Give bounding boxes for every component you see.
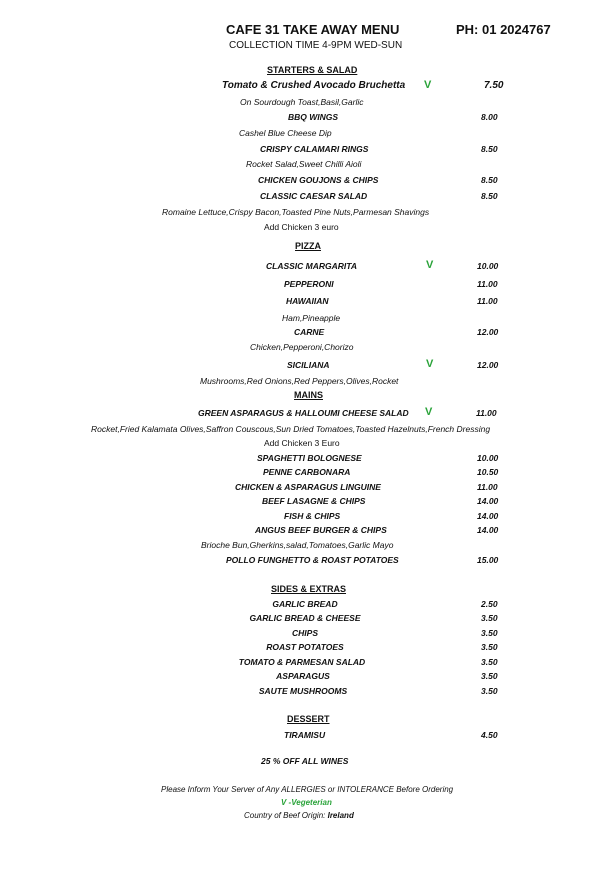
item-price: 8.00	[481, 112, 498, 122]
item-price: 8.50	[481, 175, 498, 185]
section-heading-mains: MAINS	[294, 390, 323, 400]
vegetarian-marker: V	[424, 79, 432, 91]
item-name: CHICKEN GOUJONS & CHIPS	[258, 175, 379, 185]
item-name: HAWAIIAN	[286, 296, 329, 306]
item-name: CHICKEN & ASPARAGUS LINGUINE	[235, 482, 381, 492]
item-name: TIRAMISU	[284, 730, 326, 740]
item-description: Mushrooms,Red Onions,Red Peppers,Olives,Rocket	[200, 376, 399, 386]
item-description: Rocket,Fried Kalamata Olives,Saffron Couscous,Sun Dried Tomatoes,Toasted Hazelnuts,French Dressing	[91, 424, 491, 434]
allergy-notice: Please Inform Your Server of Any ALLERGIES or INTOLERANCE Before Ordering	[161, 785, 454, 794]
item-price: 10.00	[477, 453, 499, 463]
item-price: 3.50	[481, 686, 498, 696]
item-name: PENNE CARBONARA	[263, 467, 351, 477]
item-price: 3.50	[481, 671, 498, 681]
item-price: 8.50	[481, 144, 498, 154]
item-price: 11.00	[476, 408, 497, 418]
vegetarian-marker: V	[425, 406, 433, 418]
item-name: GARLIC BREAD	[272, 599, 338, 609]
section-heading-sides: SIDES & EXTRAS	[271, 584, 347, 594]
item-name: ASPARAGUS	[276, 671, 330, 681]
item-name: SAUTE MUSHROOMS	[258, 686, 348, 696]
item-description: Rocket Salad,Sweet Chilli Aioli	[246, 159, 362, 169]
phone-number: PH: 01 2024767	[456, 22, 551, 37]
item-name: POLLO FUNGHETTO & ROAST POTATOES	[226, 555, 399, 565]
item-price: 14.00	[477, 511, 499, 521]
item-price: 11.00	[477, 279, 498, 289]
item-description: Ham,Pineapple	[282, 313, 341, 323]
item-description: Chicken,Pepperoni,Chorizo	[250, 342, 354, 352]
item-name: CRISPY CALAMARI RINGS	[260, 144, 369, 154]
beef-origin	[244, 811, 354, 820]
item-description: Romaine Lettuce,Crispy Bacon,Toasted Pine Nuts,Parmesan Shavings	[162, 207, 430, 217]
item-price: 2.50	[481, 599, 498, 609]
item-name: CARNE	[294, 327, 325, 337]
item-extra: Add Chicken 3 Euro	[264, 438, 340, 448]
section-heading-pizza: PIZZA	[295, 241, 321, 251]
item-name: BBQ WINGS	[288, 112, 339, 122]
item-price: 10.50	[477, 467, 499, 477]
item-name: ROAST POTATOES	[266, 642, 344, 652]
wine-offer: 25 % OFF ALL WINES	[261, 756, 349, 766]
item-description: Cashel Blue Cheese Dip	[239, 128, 332, 138]
item-price: 11.00	[477, 482, 498, 492]
item-description: On Sourdough Toast,Basil,Garlic	[240, 97, 364, 107]
collection-time: COLLECTION TIME 4-9PM WED-SUN	[229, 40, 403, 51]
menu-title: CAFE 31 TAKE AWAY MENU	[226, 22, 400, 37]
item-name: CHIPS	[292, 628, 318, 638]
item-price: 3.50	[481, 657, 498, 667]
section-heading-starters: STARTERS & SALAD	[267, 65, 358, 75]
item-name: FISH & CHIPS	[284, 511, 341, 521]
item-name: CLASSIC MARGARITA	[266, 261, 357, 271]
item-description: Brioche Bun,Gherkins,salad,Tomatoes,Garlic Mayo	[201, 540, 394, 550]
item-name: SICILIANA	[287, 360, 330, 370]
item-price: 15.00	[477, 555, 499, 565]
item-name: ANGUS BEEF BURGER & CHIPS	[255, 525, 387, 535]
item-name: CLASSIC CAESAR SALAD	[260, 191, 368, 201]
item-price: 3.50	[481, 613, 498, 623]
item-price: 3.50	[481, 628, 498, 638]
item-name: SPAGHETTI BOLOGNESE	[257, 453, 362, 463]
item-price: 8.50	[481, 191, 498, 201]
beef-origin-value: Ireland	[327, 811, 354, 820]
item-price: 14.00	[477, 496, 499, 506]
item-price: 10.00	[477, 261, 499, 271]
item-price: 7.50	[484, 80, 504, 91]
item-name: PEPPERONI	[284, 279, 334, 289]
section-heading-dessert: DESSERT	[287, 714, 330, 724]
item-name: BEEF LASAGNE & CHIPS	[262, 496, 366, 506]
item-extra: Add Chicken 3 euro	[264, 222, 339, 232]
item-name: GARLIC BREAD & CHEESE	[249, 613, 361, 623]
beef-origin-label: Country of Beef Origin:	[244, 811, 328, 820]
item-name: TOMATO & PARMESAN SALAD	[238, 657, 366, 667]
item-price: 14.00	[477, 525, 499, 535]
item-name: Tomato & Crushed Avocado Bruchetta	[222, 80, 406, 91]
item-name: GREEN ASPARAGUS & HALLOUMI CHEESE SALAD	[198, 408, 409, 418]
item-price: 12.00	[477, 327, 499, 337]
item-price: 4.50	[481, 730, 498, 740]
item-price: 12.00	[477, 360, 499, 370]
item-price: 3.50	[481, 642, 498, 652]
vegetarian-note: V -Vegeterian	[281, 798, 332, 807]
vegetarian-marker: V	[426, 259, 434, 271]
item-price: 11.00	[477, 296, 498, 306]
vegetarian-marker: V	[426, 358, 434, 370]
